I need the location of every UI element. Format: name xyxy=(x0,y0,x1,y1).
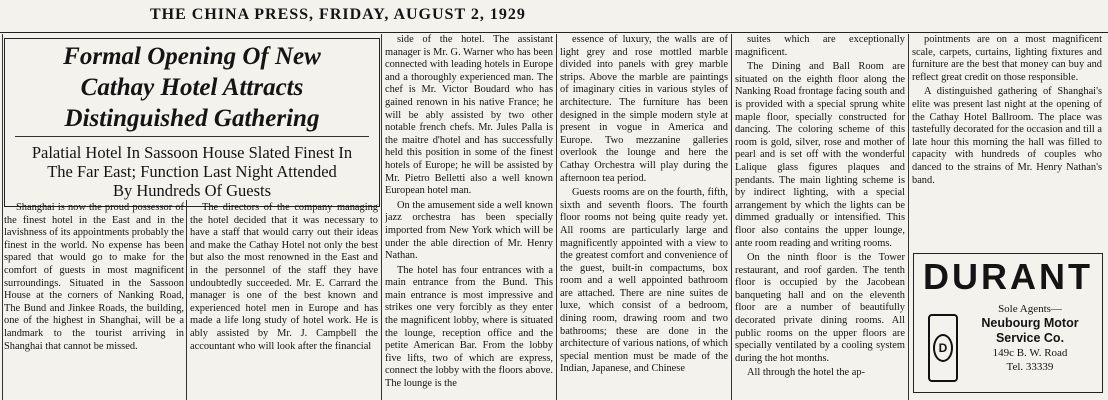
paragraph: side of the hotel. The assistant manager is Mr. G. Warner who has been connected with leading hotels in Europe and a thoroughly experienced man. The chef is Mr. Victor Boudard who has gained renown in his native France; he will be ably assisted by two other notable french chefs. Mr. Jules Palla is the maitre d'hotel and has successfully held this position in some of the finest hotels of Europe; he will be assisted by Mr. Pietro Belletti also a well known European hotel man. xyxy=(385,34,553,197)
column-rule xyxy=(908,34,909,400)
headline-line: Cathay Hotel Attracts xyxy=(80,74,304,101)
subheadline-line: By Hundreds Of Guests xyxy=(112,181,272,200)
ad-company: Service Co. xyxy=(995,331,1065,345)
ad-address: 149c B. W. Road xyxy=(992,347,1068,359)
column-rule xyxy=(186,200,187,400)
article-column-1 xyxy=(4,202,184,400)
ad-title: DURANT xyxy=(923,256,1093,297)
paragraph: All through the hotel the ap- xyxy=(747,367,866,379)
paragraph: The hotel has four entrances with a main entrance from the Bund. This main entrance is most impressive and strikes one very forcibly as they enter the magnificent lobby, where is situated the lounge, reception office and the petite American Bar. From the lobby five lifts, two of which are express, connect the lobby with the floors above. The lounge is the xyxy=(385,264,553,390)
paragraph: pointments are on a most magnificent scale, carpets, curtains, lighting fixtures and furniture are the best that money can buy and reflect great credit on those responsible. xyxy=(912,34,1102,83)
article-column-2 xyxy=(190,202,378,400)
logo-letter: D xyxy=(933,334,953,362)
ad-details xyxy=(964,302,1096,374)
article-column-4 xyxy=(560,34,728,400)
masthead xyxy=(0,0,1108,33)
ad-company: Neubourg Motor xyxy=(981,316,1079,330)
paragraph: The directors of the company managing the hotel decided that it was necessary to have a staff that would carry out their ideas and make the Cathay Hotel not only the best but also the most renowned in the East and in the personnel of the staff they have undoubtedly succeeded. Mr. E. Carrard the manager is one of the best known and experienced hotel men in Europe and has made a life long study of hotel work. He is ably assisted by Mr. J. Campbell the accountant who will look after the financial xyxy=(190,202,378,352)
subheadline-line: Palatial Hotel In Sassoon House Slated Finest In xyxy=(31,143,353,162)
ad-sole-agents: Sole Agents— xyxy=(998,303,1062,315)
durant-advertisement xyxy=(913,253,1103,393)
subheadline xyxy=(5,137,379,206)
column-rule xyxy=(2,34,3,400)
paragraph: The Dining and Ball Room are situated on the eighth floor along the Nanking Road frontage facing south and is provided with a special sprung white maple floor, specially constructed for dancing. The coloring scheme of this room is gold, silver, rose and mother of pearl and is set off with the wonderful Lalique glass figures plaques and pendants. The main lighting scheme is by indirect lighting, with a special arrangement by which the lights can be dimmed gradually or intensified. This floor also contains the upper lounge, ante room reading and writing rooms. xyxy=(735,61,905,249)
headline-line: Formal Opening Of New xyxy=(63,43,321,70)
subheadline-line: The Far East; Function Last Night Attended xyxy=(47,162,337,181)
paragraph: A distinguished gathering of Shanghai's elite was present last night at the opening of the Cathay Hotel Ballroom. The place was tastefully decorated for the occasion and till a late hour this morning the hall was filled to capacity with hundreds of couples who danced to the strains of Mr. Henry Nathan's band. xyxy=(912,86,1102,186)
article-column-6 xyxy=(912,34,1102,248)
article-column-3 xyxy=(385,34,553,400)
column-rule xyxy=(381,34,382,400)
masthead-title: THE CHINA PRESS, FRIDAY, AUGUST 2, 1929 xyxy=(150,6,526,23)
article-column-5 xyxy=(735,34,905,400)
column-rule xyxy=(556,34,557,400)
paragraph: essence of luxury, the walls are of light grey and rose mottled marble divided into panels with grey marble strips. Above the marble are paintings of imaginary cities in various styles of architecture. The furniture has been designed in the simple modern style at present in vogue in America and Europe. Two mezzanine galleries overlook the lounge and here the Cathay Orchestra will play during the afternoon tea period. xyxy=(560,34,728,184)
column-rule xyxy=(731,34,732,400)
paragraph: On the amusement side a well known jazz orchestra has been specially imported from New York which will be under the able direction of Mr. Henry Nathan. xyxy=(385,199,553,262)
paragraph: Guests rooms are on the fourth, fifth, sixth and seventh floors. The fourth floor rooms not being quite ready yet. All rooms are particularly large and magnificently appointed with a view to the greatest comfort and convenience of the guest, built-in compactums, box room and a well appointed bathroom are attached. There are nine suites de luxe, which consist of a bedroom, dining room, drawing room and two bathrooms; these are done in the architecture of various nations, of which special mention must be made of the Indian, Japanese, and Chinese xyxy=(560,187,728,375)
durant-logo-icon xyxy=(928,314,958,382)
paragraph: Shanghai is now the proud possessor of the finest hotel in the East and in the lavishness of its appointments probably the finest in the world. No expense has been spared that would go to make for the comfort of guests in most magnificent surroundings. Situated in the Sassoon House at the corners of Nanking Road, The Bund and Jinkee Roads, the building, one of the highest in Shanghai, will be a landmark to the tourist arriving in Shanghai that cannot be missed. xyxy=(4,202,184,352)
paragraph: On the ninth floor is the Tower restaurant, and roof garden. The tenth floor is occupied by the Jacobean banqueting hall and on the eleventh floor are a number of beautifully decorated private dining rooms. All public rooms on the upper floors are specially ventilated by a cooling system during the hot months. xyxy=(735,252,905,364)
paragraph: suites which are exceptionally magnificent. xyxy=(735,34,905,58)
ad-telephone: Tel. 33339 xyxy=(1006,361,1054,373)
headline-box xyxy=(4,38,380,207)
headline-line: Distinguished Gathering xyxy=(64,105,320,132)
